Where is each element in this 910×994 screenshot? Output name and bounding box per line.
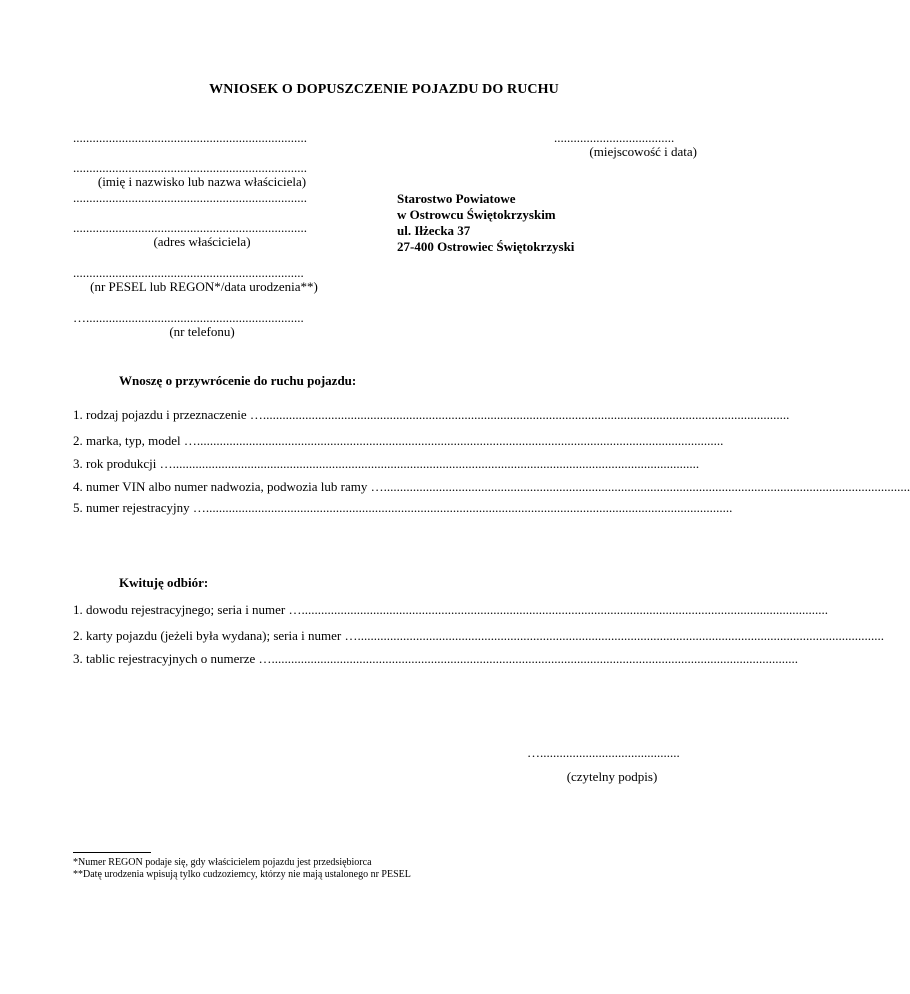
place-date-dots: .....................................	[554, 130, 675, 145]
applicant-pesel-caption: (nr PESEL lub REGON*/data urodzenia**)	[90, 279, 318, 294]
receipt-item-2[interactable]: 2. karty pojazdu (jeżeli była wydana); seria i numer …..................................................................................................................................................................	[73, 628, 884, 643]
footnote-birthdate: **Datę urodzenia wpisują tylko cudzoziemcy, którzy nie mają ustalonego nr PESEL	[73, 869, 411, 880]
fill-dots: ..................................................................................................................................................................	[205, 500, 733, 515]
recipient-address	[397, 191, 574, 255]
applicant-address-dots-2: ........................................................................	[73, 220, 307, 235]
receipt-heading: Kwituję odbiór:	[119, 575, 209, 590]
place-date-caption: (miejscowość i data)	[589, 144, 697, 159]
form-title: WNIOSEK O DOPUSZCZENIE POJAZDU DO RUCHU	[209, 82, 559, 97]
applicant-phone-dots: …...................................................................	[73, 310, 304, 325]
applicant-address-dots-1: ........................................................................	[73, 190, 307, 205]
footnote-regon: *Numer REGON podaje się, gdy właścicielem pojazdu jest przedsiębiorca	[73, 857, 372, 868]
receipt-item-1[interactable]: 1. dowodu rejestracyjnego; seria i numer …..................................................................................................................................................................	[73, 602, 829, 617]
recipient-line-3: ul. Iłżecka 37	[397, 223, 471, 238]
request-item-1[interactable]: 1. rodzaj pojazdu i przeznaczenie …..................................................................................................................................................................	[73, 407, 790, 422]
applicant-pesel-dots: .......................................................................	[73, 265, 304, 280]
request-heading: Wnoszę o przywrócenie do ruchu pojazdu:	[119, 373, 357, 388]
recipient-line-4: 27-400 Ostrowiec Świętokrzyski	[397, 239, 575, 254]
applicant-dots-1: ........................................................................	[73, 130, 307, 145]
request-item-4[interactable]: 4. numer VIN albo numer nadwozia, podwozia lub ramy …..................................................................................................................................................................	[73, 479, 910, 494]
request-item-3[interactable]: 3. rok produkcji …..................................................................................................................................................................	[73, 456, 700, 471]
footnote-divider	[73, 852, 151, 853]
fill-dots: ..................................................................................................................................................................	[172, 456, 700, 471]
applicant-name-dots: ........................................................................	[73, 160, 307, 175]
fill-dots: ..................................................................................................................................................................	[357, 628, 884, 643]
request-item-5[interactable]: 5. numer rejestracyjny …..................................................................................................................................................................	[73, 500, 733, 515]
request-item-2[interactable]: 2. marka, typ, model …..................................................................................................................................................................	[73, 433, 724, 448]
fill-dots: ..................................................................................................................................................................	[262, 407, 790, 422]
applicant-phone-caption: (nr telefonu)	[169, 324, 235, 339]
applicant-name-caption: (imię i nazwisko lub nazwa właściciela)	[97, 174, 307, 189]
receipt-item-3[interactable]: 3. tablic rejestracyjnych o numerze …..................................................................................................................................................................	[73, 651, 799, 666]
signature-dots: …...........................................	[527, 745, 680, 760]
recipient-line-2: w Ostrowcu Świętokrzyskim	[397, 207, 556, 222]
applicant-address-caption: (adres właściciela)	[153, 234, 251, 249]
recipient-line-1: Starostwo Powiatowe	[397, 191, 516, 206]
fill-dots: ..................................................................................................................................................................	[196, 433, 724, 448]
signature-caption: (czytelny podpis)	[566, 769, 658, 784]
fill-dots: ..................................................................................................................................................................	[301, 602, 829, 617]
fill-dots: ..................................................................................................................................................................	[271, 651, 799, 666]
fill-dots: ..................................................................................................................................................................	[383, 479, 910, 494]
